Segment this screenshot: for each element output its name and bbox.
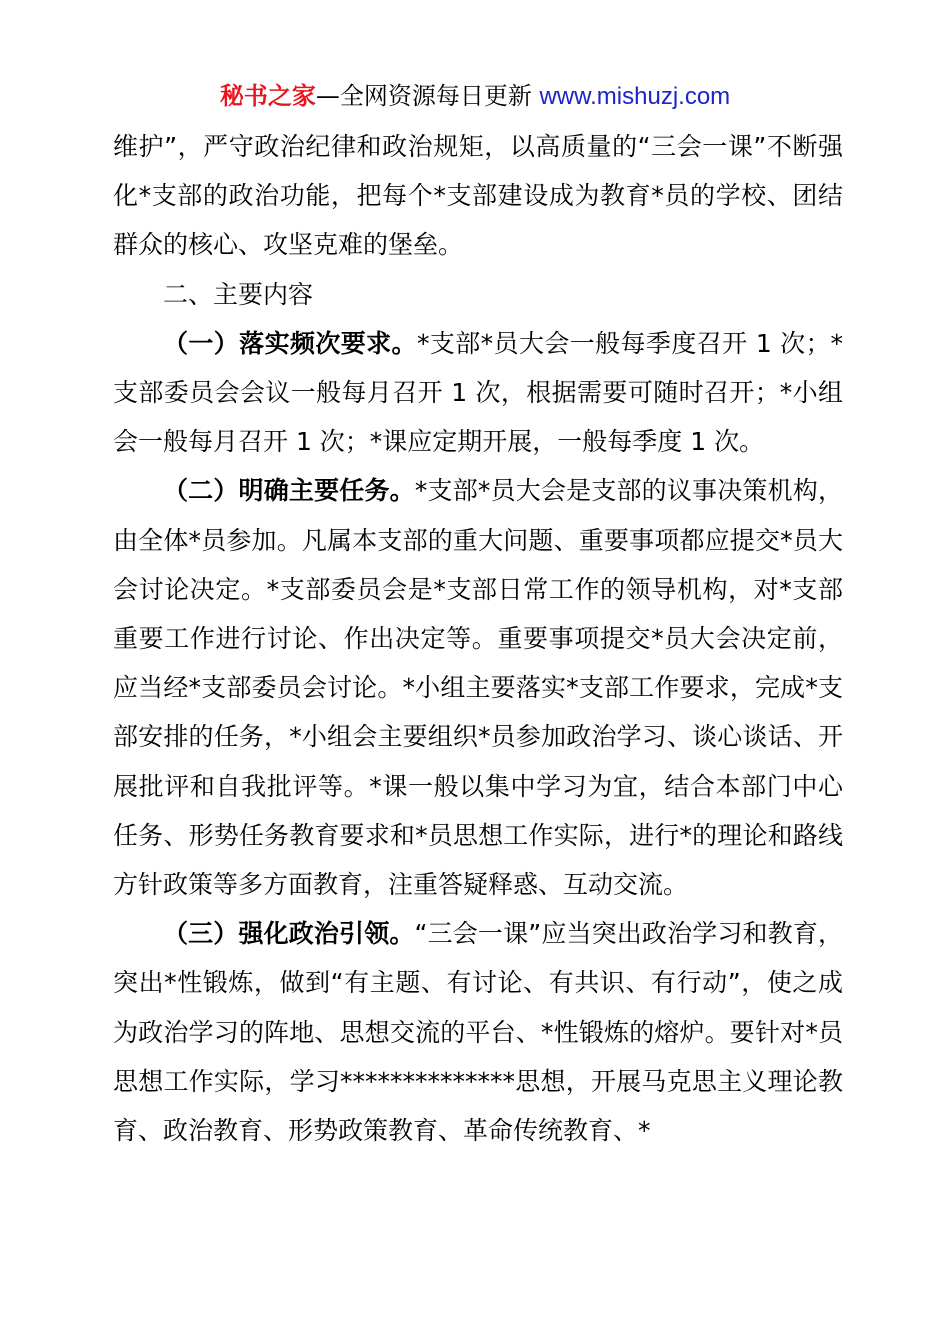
site-tagline: —全网资源每日更新 — [315, 82, 540, 110]
paragraph-political-guidance — [113, 909, 843, 1155]
paragraph-text: 维护”，严守政治纪律和政治规矩，以高质量的“三会一课”不断强化*支部的政治功能，把每个*支部建设成为教育*员的学校、团结群众的核心、攻坚克难的堡垒。 — [113, 132, 843, 260]
paragraph-lead: （一）落实频次要求。 — [163, 328, 417, 358]
paragraph-frequency — [113, 319, 843, 467]
paragraph-tasks — [113, 466, 843, 909]
paragraph-lead: （二）明确主要任务。 — [163, 476, 415, 506]
site-header — [0, 78, 950, 115]
paragraph-text: *支部*员大会一般每季度召开 1 次；*支部委员会会议一般每月召开 1 次，根据需要可随时召开；*小组会一般每月召开 1 次；*课应定期开展，一般每季度 1 次。 — [113, 328, 843, 457]
section-heading-text: 二、主要内容 — [163, 279, 314, 309]
paragraph-continuation — [113, 122, 843, 270]
section-heading — [113, 270, 843, 319]
document-body — [113, 122, 843, 1155]
site-brand: 秘书之家 — [219, 82, 316, 110]
paragraph-text: “三会一课”应当突出政治学习和教育，突出*性锻炼，做到“有主题、有讨论、有共识、有行动”，使之成为政治学习的阵地、思想交流的平台、*性锻炼的熔炉。要针对*员思想工作实际，学习**************思想，开展马克思主义理论教育、政治教育、形势政策教育、革命传统教育、* — [113, 919, 843, 1146]
paragraph-text: *支部*员大会是支部的议事决策机构，由全体*员参加。凡属本支部的重大问题、重要事项都应提交*员大会讨论决定。*支部委员会是*支部日常工作的领导机构，对*支部重要工作进行讨论、作出决定等。重要事项提交*员大会决定前，应当经*支部委员会讨论。*小组主要落实*支部工作要求，完成*支部安排的任务，*小组会主要组织*员参加政治学习、谈心谈话、开展批评和自我批评等。*课一般以集中学习为宜，结合本部门中心任务、形势任务教育要求和*员思想工作实际，进行*的理论和路线方针政策等多方面教育，注重答疑释惑、互动交流。 — [113, 476, 843, 900]
site-url-link[interactable]: www.mishuzj.com — [539, 83, 731, 110]
paragraph-lead: （三）强化政治引领。 — [163, 919, 415, 949]
